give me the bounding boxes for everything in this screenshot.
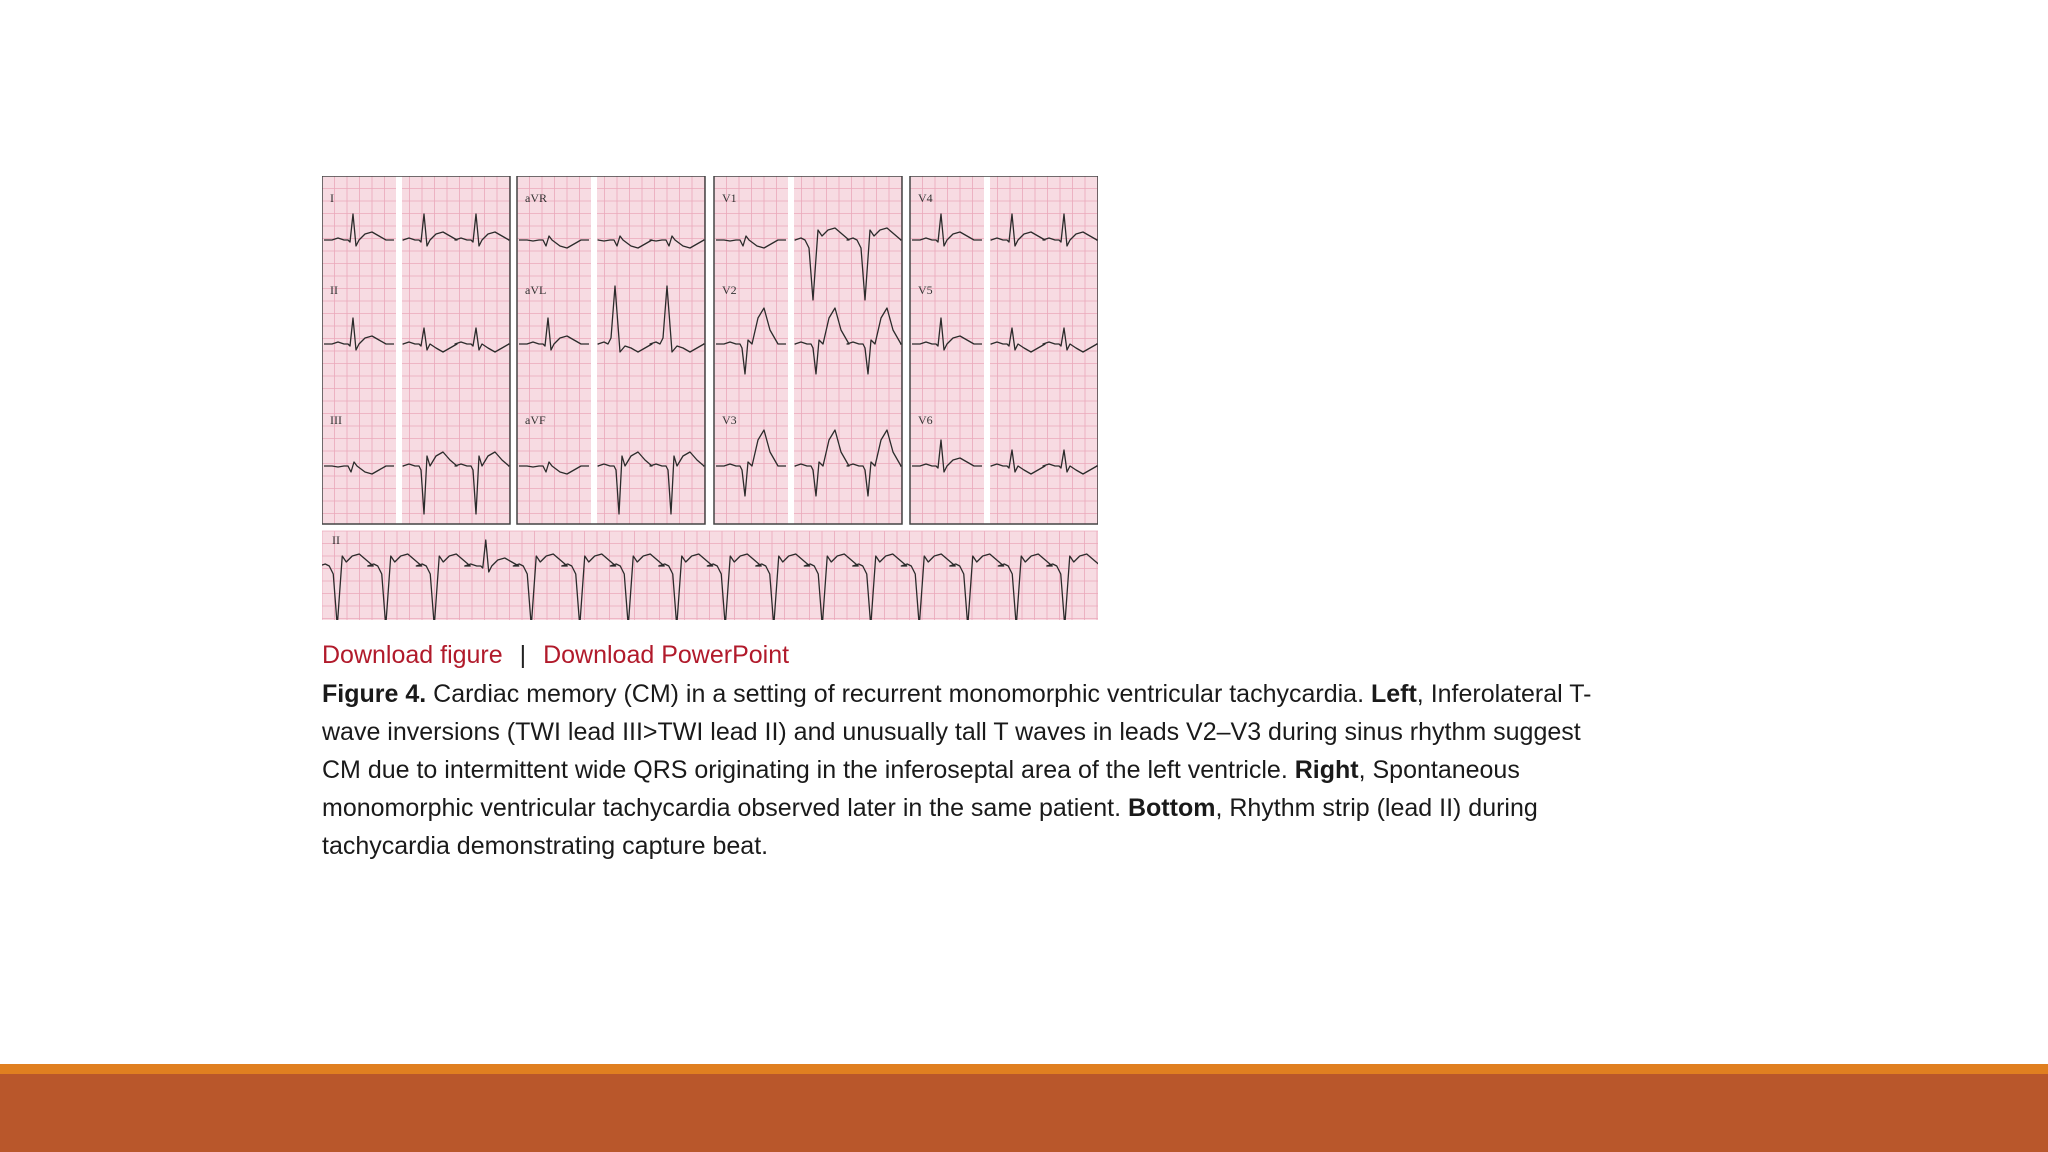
caption-text-1: Cardiac memory (CM) in a setting of recurrent monomorphic ventricular tachycardia. [426,680,1371,708]
ecg-panel-1 [322,176,510,524]
lead-label: aVR [525,191,547,205]
caption-bold-left: Left [1370,680,1417,708]
lead-label: V3 [722,413,737,427]
download-figure-link[interactable]: Download figure [322,641,503,669]
lead-label: II [330,283,338,297]
rhythm-lead-label: II [332,533,340,547]
lead-label: III [330,413,342,427]
link-separator: | [519,641,527,669]
lead-label: V2 [722,283,737,297]
rhythm-strip [322,531,1098,620]
ecg-svg [322,176,1098,620]
lead-label: V6 [918,413,933,427]
ecg-panel-2 [517,176,705,524]
footer-accent-bar [0,1064,2048,1074]
caption-label: Figure 4. [322,680,427,708]
download-powerpoint-link[interactable]: Download PowerPoint [543,641,790,669]
lead-label: I [330,191,334,205]
caption-text-3: , Spontaneous monomorphic ventricular tachycardia observed later in the same patient. [322,756,1520,822]
caption-bold-bottom: Bottom [1127,794,1216,822]
caption-text-4: , Rhythm strip (lead II) during tachycardia demonstrating capture beat. [322,794,1538,860]
download-links [322,641,789,670]
lead-label: V4 [918,191,933,205]
caption-text-2: , Inferolateral T-wave inversions (TWI lead III>TWI lead II) and unusually tall T waves in leads V2–V3 during sinus rhythm suggest CM due to intermittent wide QRS originating in the inferoseptal area of the left ventricle. [322,680,1592,784]
caption-bold-right: Right [1294,756,1359,784]
lead-label: V1 [722,191,737,205]
ecg-figure [322,176,1098,620]
lead-label: V5 [918,283,933,297]
figure-caption [322,675,1602,865]
lead-label: aVF [525,413,546,427]
footer-bar [0,1074,2048,1152]
ecg-panel-4 [910,176,1098,524]
ecg-panel-3 [714,176,902,524]
lead-label: aVL [525,283,547,297]
